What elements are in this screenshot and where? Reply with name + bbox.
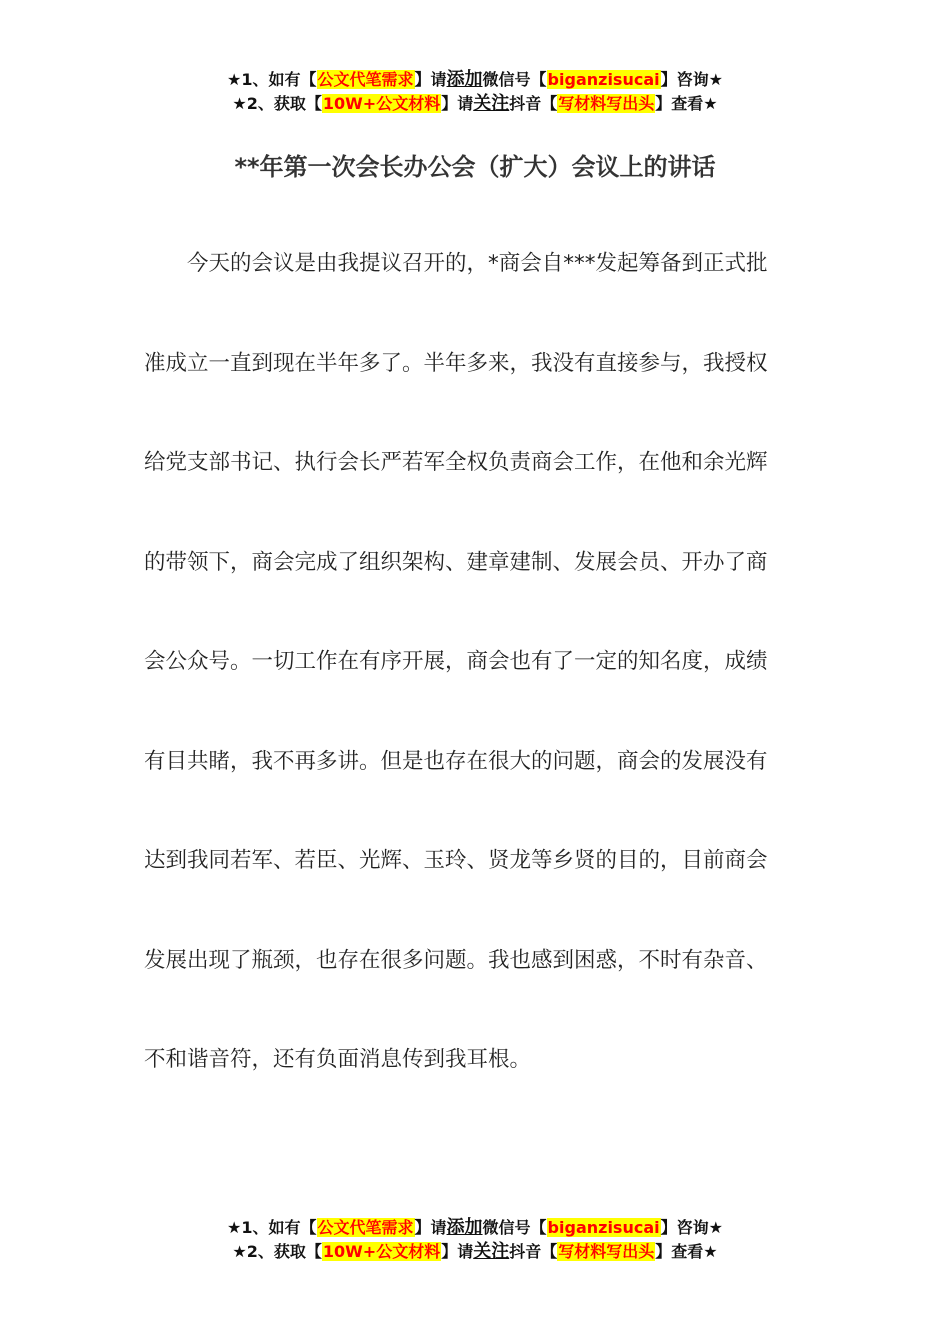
highlight-service: 公文代笔需求 xyxy=(317,1218,414,1237)
body-line: 给党支部书记、执行会长严若军全权负责商会工作，在他和余光辉 xyxy=(144,450,768,475)
document-body xyxy=(144,246,792,1142)
highlight-materials: 10W+公文材料 xyxy=(322,1242,441,1261)
highlight-douyin-account[interactable]: 写材料写出头 xyxy=(558,94,655,113)
header-banner xyxy=(0,68,950,116)
highlight-materials: 10W+公文材料 xyxy=(322,94,441,113)
body-line: 的带领下，商会完成了组织架构、建章建制、发展会员、开办了商 xyxy=(144,549,768,575)
emphasis-follow: 关注 xyxy=(473,1241,510,1262)
emphasis-add: 添加 xyxy=(446,69,483,90)
emphasis-follow: 关注 xyxy=(473,93,510,114)
banner-line-2: ★2、获取【10W+公文材料】请关注抖音【写材料写出头】查看★ xyxy=(232,93,718,114)
emphasis-add: 添加 xyxy=(446,1217,483,1238)
body-line: 不和谐音符，还有负面消息传到我耳根。 xyxy=(144,1047,532,1072)
highlight-wechat-id[interactable]: biganzisucai xyxy=(547,70,660,89)
footer-banner xyxy=(0,1216,950,1264)
banner-line-1: ★1、如有【公文代笔需求】请添加微信号【biganzisucai】咨询★ xyxy=(227,1217,723,1238)
highlight-wechat-id[interactable]: biganzisucai xyxy=(547,1218,660,1237)
highlight-douyin-account[interactable]: 写材料写出头 xyxy=(558,1242,655,1261)
highlight-service: 公文代笔需求 xyxy=(317,70,414,89)
body-line: 有目共睹，我不再多讲。但是也存在很大的问题，商会的发展没有 xyxy=(144,748,768,774)
body-line: 准成立一直到现在半年多了。半年多来，我没有直接参与，我授权 xyxy=(144,350,768,376)
body-line: 达到我同若军、若臣、光辉、玉玲、贤龙等乡贤的目的，目前商会 xyxy=(144,848,768,873)
banner-line-2: ★2、获取【10W+公文材料】请关注抖音【写材料写出头】查看★ xyxy=(232,1241,718,1262)
body-line: 发展出现了瓶颈，也存在很多问题。我也感到困惑，不时有杂音、 xyxy=(144,947,768,973)
body-line: 今天的会议是由我提议召开的，*商会自***发起筹备到正式批 xyxy=(187,251,768,276)
banner-line-1: ★1、如有【公文代笔需求】请添加微信号【biganzisucai】咨询★ xyxy=(227,69,723,90)
document-title: **年第一次会长办公会（扩大）会议上的讲话 xyxy=(234,153,716,181)
body-line: 会公众号。一切工作在有序开展，商会也有了一定的知名度，成绩 xyxy=(144,649,768,674)
